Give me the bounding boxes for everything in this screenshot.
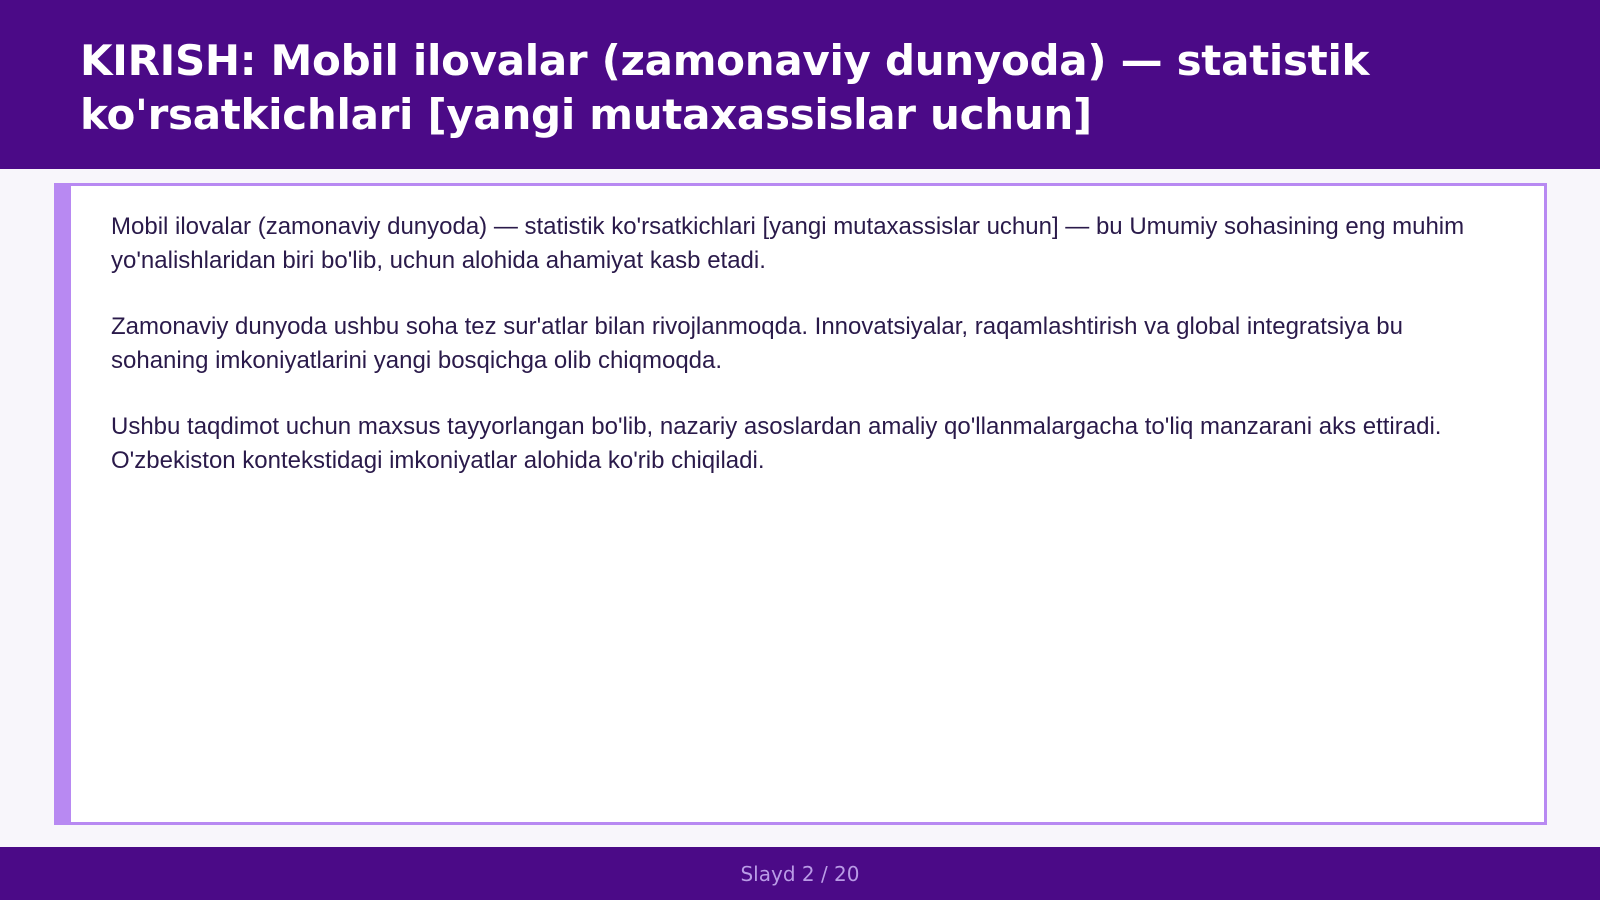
slide-title: KIRISH: Mobil ilovalar (zamonaviy dunyoda) — statistik ko'rsatkichlari [yangi mutaxassislar uchun] — [80, 36, 1370, 139]
slide-footer — [0, 847, 1600, 900]
body-paragraph: Ushbu taqdimot uchun maxsus tayyorlangan bo'lib, nazariy asoslardan amaliy qo'llanmalargacha to'liq manzarani aks ettiradi. O'zbekiston kontekstidagi imkoniyatlar alohida ko'rib chiqiladi. — [111, 413, 1442, 474]
body-paragraph: Mobil ilovalar (zamonaviy dunyoda) — statistik ko'rsatkichlari [yangi mutaxassislar uchun] — bu Umumiy sohasining eng muhim yo'nalishlaridan biri bo'lib, uchun alohida ahamiyat kasb etadi. — [111, 213, 1465, 274]
slide-body — [111, 210, 1501, 510]
body-paragraph: Zamonaviy dunyoda ushbu soha tez sur'atlar bilan rivojlanmoqda. Innovatsiyalar, raqamlashtirish va global integratsiya bu sohaning imkoniyatlarini yangi bosqichga olib chiqmoqda. — [111, 313, 1403, 374]
slide-header — [0, 0, 1600, 169]
slide-counter: Slayd 2 / 20 — [740, 862, 860, 886]
